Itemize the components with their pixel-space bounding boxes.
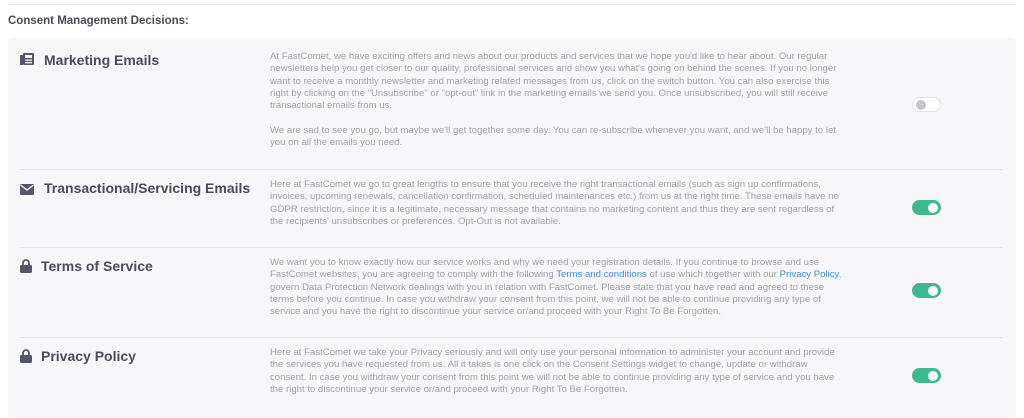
privacy-policy-link[interactable]: Privacy Policy <box>779 269 839 281</box>
marketing-emails-toggle[interactable] <box>912 97 941 112</box>
toggle-knob <box>928 203 938 213</box>
description-paragraph: At FastComet, we have exciting offers and news about our products and services that we hope you'd like to hear about. Our regular newsletters help you get closer to our quality, professional services and show you what's going on behind the scenes. If you no longer want to receive a monthly newsletter and marketing related messages from us, click on the switch button. You can also exercise this right by clicking on the "Unsubscribe" or "opt-out" link in the marketing emails we send you. Once unsubscribed, you will still receive transactional emails from us. <box>270 51 837 112</box>
consent-panel <box>8 38 1016 418</box>
transactional-emails-toggle[interactable] <box>912 200 941 215</box>
item-title: Marketing Emails <box>44 52 160 68</box>
toggle-knob <box>928 286 938 296</box>
section-heading: Consent Management Decisions: <box>8 15 189 27</box>
consent-item-terms <box>20 247 1003 338</box>
item-description <box>270 51 845 162</box>
toggle-knob <box>916 100 926 110</box>
description-paragraph: We are sad to see you go, but maybe we'll get together some day. You can re-subscribe whenever you want, and we'll be happy to let you on all the emails you need. <box>270 124 836 149</box>
item-description: Here at FastComet we go to great lengths to ensure that you receive the right transactional emails (such as sign up confirmations, invoices, upcoming renewals, cancellation confirmation, scheduled maintenances etc.) from us at the right time. These emails have no GDPR restriction, since it is a legitimate, necessary message that contains no marketing content and thus they are sent regardless of the recipients' unsubscribes or preferences. Opt-Out is not available. <box>270 179 839 227</box>
description-text: We want you to know exactly how our service works and why we need your registration details. If you continue to browse and use FastComet websites, you are agreeing to comply with the following <box>270 257 820 281</box>
description-text: of use which together with our <box>646 269 780 281</box>
terms-of-service-toggle[interactable] <box>912 283 941 298</box>
item-description <box>270 257 845 318</box>
divider <box>8 4 1016 5</box>
lock-icon <box>20 259 34 273</box>
item-title: Transactional/Servicing Emails <box>44 180 251 196</box>
terms-and-conditions-link[interactable]: Terms and conditions <box>556 269 647 281</box>
consent-item-marketing <box>20 38 1003 169</box>
envelope-icon <box>20 182 34 196</box>
consent-item-privacy <box>20 337 1003 418</box>
lock-icon <box>20 349 34 363</box>
toggle-knob <box>928 371 938 381</box>
item-description: Here at FastComet we take your Privacy seriously and will only use your personal information to administer your account and provide the services you have requested from us. All it takes is one click on the Consent Settings widget to change, update or withdraw consent. In case you withdraw your consent from this point we will not be able to continue providing any type of service and you have the right to discontinue your service or/and proceed with your Right To Be Forgotten. <box>270 347 835 395</box>
consent-item-transactional <box>20 169 1003 248</box>
newspaper-icon <box>20 53 34 67</box>
item-title: Terms of Service <box>41 258 153 274</box>
privacy-policy-toggle[interactable] <box>912 368 941 383</box>
item-title: Privacy Policy <box>41 348 136 364</box>
description-text: , govern Data Protection Network dealings with you in relation with FastComet. Please state that you have read and agreed to these terms before you continue. In case you withdraw your consent from this point, we will not be able to continue providing any type of service and you have the right to discontinue your service or/and proceed with your Right To Be Forgotten. <box>270 269 842 318</box>
